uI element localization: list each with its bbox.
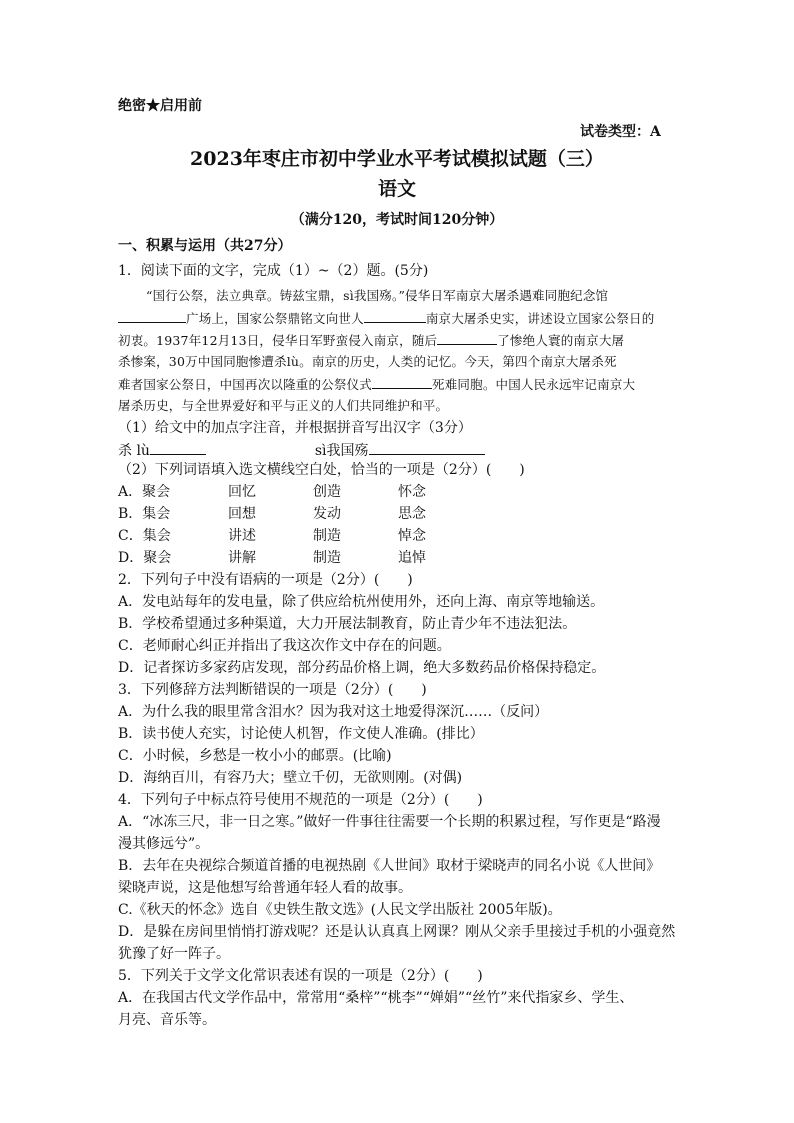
option-row: B．集会 回想 发动 思念 [118, 506, 426, 522]
q5-line: 月亮、音乐等。 [118, 1012, 216, 1028]
answer-blank[interactable] [369, 440, 485, 455]
section-heading: 一、积累与运用（共27分） [118, 238, 292, 254]
answer-blank[interactable] [150, 440, 206, 455]
q1-sub1: （1）给文中的加点字注音，并根据拼音写出汉字（3分） [118, 420, 472, 436]
q4-line: B．去年在央视综合频道首播的电视热剧《人世间》取材于梁晓声的同名小说《人世间》 [118, 858, 661, 874]
q5-stem: 5．下列关于文学文化常识表述有误的一项是（2分）( ) [118, 968, 483, 984]
q4-line: C.《秋天的怀念》选自《史铁生散文选》(人民文学出版社 2005年版)。 [118, 902, 562, 918]
q1-stem: 1．阅读下面的文字，完成（1）~（2）题。(5分) [118, 263, 429, 279]
q4-line: 漫其修远兮”。 [118, 836, 210, 852]
q2-option-d: D．记者探访多家药店发现，部分药品价格上调，绝大多数药品价格保持稳定。 [118, 660, 606, 676]
secret-label: 绝密★启用前 [118, 98, 202, 114]
q4-line: 梁晓声说，这是他想写给普通年轻人看的故事。 [118, 880, 412, 896]
option-row: A．聚会 回忆 创造 怀念 [118, 484, 426, 500]
page-title: 2023年枣庄市初中学业水平考试模拟试题（三） [190, 148, 604, 170]
passage-line: “国行公祭，法立典章。铸兹宝鼎，sì我国殇。”侵华日军南京大屠杀遇难同胞纪念馆 [146, 288, 609, 303]
q2-option-b: B．学校希望通过多种渠道，大力开展法制教育，防止青少年不违法犯法。 [118, 616, 577, 632]
q1-sub1-answers: 杀 lù sì我国殇 [118, 440, 485, 461]
score-time: （满分120，考试时间120分钟） [290, 212, 504, 228]
option-row: C．集会 讲述 制造 悼念 [118, 528, 426, 544]
passage-line: 杀惨案，30万中国同胞惨遭杀lù。南京的历史，人类的记忆。今天，第四个南京大屠杀死 [118, 354, 617, 369]
q4-line: A．“冰冻三尺，非一日之寒。”做好一件事往往需要一个长期的积累过程，写作更是“路漫 [118, 814, 661, 830]
passage-line: 屠杀历史，与全世界爱好和平与正义的人们共同维护和平。 [118, 398, 449, 413]
q3-option-c: C．小时候，乡愁是一枚小小的邮票。(比喻) [118, 748, 392, 764]
fill-blank [118, 308, 186, 323]
paper-type: 试卷类型：A [580, 124, 661, 140]
q3-stem: 3．下列修辞方法判断错误的一项是（2分）( ) [118, 682, 427, 698]
q3-option-a: A．为什么我的眼里常含泪水？因为我对这土地爱得深沉……（反问） [118, 704, 549, 720]
q3-option-d: D．海纳百川，有容乃大；壁立千仞，无欲则刚。(对偶) [118, 770, 463, 786]
q5-line: A．在我国古代文学作品中，常常用“桑梓”“桃李”“婵娟”“丝竹”来代指家乡、学生、 [118, 990, 634, 1006]
q4-stem: 4．下列句子中标点符号使用不规范的一项是（2分）( ) [118, 792, 483, 808]
passage-line: 初衷。1937年12月13日，侵华日军野蛮侵入南京，随后 了惨绝人寰的南京大屠 [118, 330, 624, 351]
q4-line: 犹豫了好一阵子。 [118, 946, 230, 962]
fill-blank [437, 330, 497, 345]
subject-title: 语文 [377, 178, 416, 200]
passage-line: 广场上，国家公祭鼎铭文向世人 南京大屠杀史实，讲述设立国家公祭日的 [118, 308, 654, 329]
q3-option-b: B．读书使人充实，讨论使人机智，作文使人准确。(排比） [118, 726, 484, 742]
passage-line: 难者国家公祭日，中国再次以隆重的公祭仪式 死难同胞。中国人民永远牢记南京大 [118, 374, 635, 395]
q2-option-a: A．发电站每年的发电量，除了供应给杭州使用外，还向上海、南京等地输送。 [118, 594, 605, 610]
fill-blank [372, 374, 432, 389]
q1-sub2: （2）下列词语填入选文横线空白处，恰当的一项是（2分）( ) [118, 462, 525, 478]
q2-stem: 2．下列句子中没有语病的一项是（2分）( ) [118, 572, 413, 588]
option-row: D．聚会 讲解 制造 追悼 [118, 550, 426, 566]
q4-line: D．是躲在房间里悄悄打游戏呢？还是认认真真上网课？刚从父亲手里接过手机的小强竟然 [118, 924, 676, 940]
fill-blank [364, 308, 426, 323]
q2-option-c: C．老师耐心纠正并指出了我这次作文中存在的问题。 [118, 638, 451, 654]
